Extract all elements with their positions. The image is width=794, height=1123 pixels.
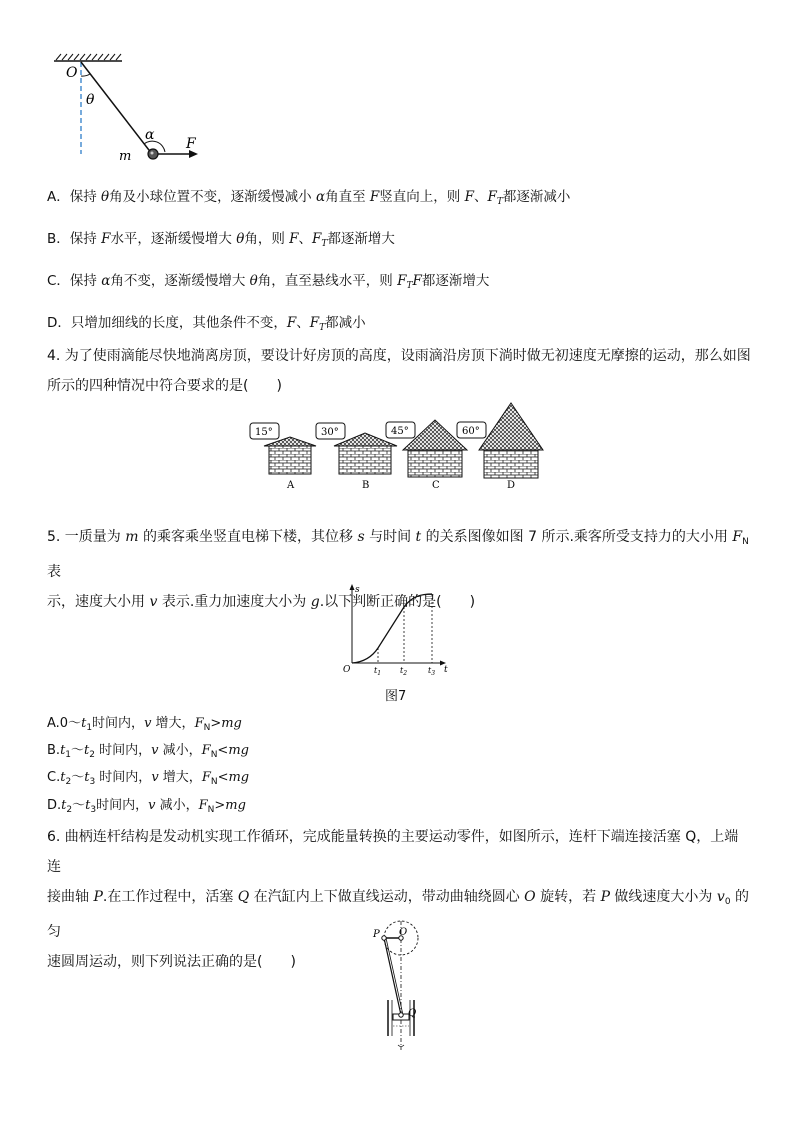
house-A	[250, 423, 316, 491]
house-letter-A: A	[287, 480, 295, 491]
option-A: A．保持 θ角及小球位置不变，逐渐缓慢减小 α角直至 F竖直向上，则 F、$F_T$都逐渐减小	[47, 189, 571, 207]
angle-label-D: 60°	[462, 426, 480, 437]
axis-label-s: s	[355, 585, 360, 595]
house-letter-C: C	[432, 480, 440, 491]
question-6-text: 6. 曲柄连杆结构是发动机实现工作循环，完成能量转换的主要运动零件，如图所示，连杆下端连接活塞 Q，上端连 接曲轴 P.在工作过程中，活塞 Q 在汽缸内上下做直线运动，带动曲轴绕圆心 O 旋转，若 P 做线速度大小为 $v_0$ 的匀 速圆周运动，则下列说法正确的是( )	[47, 829, 749, 970]
option-B: B．保持 F水平，逐渐缓慢增大 θ角，则 F、$F_T$都逐渐增大	[47, 231, 395, 249]
label-O: O	[399, 927, 408, 938]
house-B	[316, 423, 397, 491]
house-C	[386, 420, 467, 491]
angle-label-A: 15°	[255, 427, 273, 438]
q5-option-C: $C.t_2\sim t_3$ 时间内，v 增大，$F_N<mg$	[47, 770, 250, 787]
house-letter-D: D	[507, 480, 516, 491]
angle-label-B: 30°	[321, 427, 339, 438]
ceiling	[54, 54, 122, 61]
theta-arc	[81, 74, 90, 76]
house-letter-B: B	[362, 480, 370, 491]
label-P: P	[373, 929, 380, 940]
label-alpha: α	[145, 127, 155, 143]
roof-figure	[245, 400, 555, 495]
joint-P	[382, 936, 386, 940]
option-C: C．保持 α角不变，逐渐缓慢增大 θ角，直至悬线水平，则 $F_TF$都逐渐增大	[47, 273, 490, 291]
s-t-curve	[352, 594, 432, 663]
label-Q: Q	[408, 1008, 417, 1019]
q5-option-D: $D.t_2\sim t_3$时间内，v 减小，$F_N>mg$	[47, 798, 246, 815]
q5-option-B: $B.t_1\sim t_2$ 时间内，v 减小，$F_N<mg$	[47, 743, 249, 760]
angle-label-C: 45°	[391, 426, 409, 437]
label-O: O	[66, 65, 78, 81]
joint-Q	[399, 1013, 403, 1017]
connecting-rod	[384, 938, 401, 1015]
tick-t1: $t_1$	[374, 666, 382, 675]
label-theta: θ	[86, 92, 95, 108]
crank-figure	[365, 918, 435, 1056]
label-m: m	[119, 149, 132, 164]
question-4-text: 4. 为了使雨滴能尽快地淌离房顶，要设计好房顶的高度，设雨滴沿房顶下淌时做无初速度无摩擦的运动，那么如图 所示的四种情况中符合要求的是( )	[47, 348, 751, 394]
pendulum-figure	[40, 50, 220, 170]
tick-t3: $t_3$	[428, 666, 436, 675]
fig7-graph	[338, 580, 458, 675]
label-F: F	[186, 136, 196, 152]
fig7-caption: 图7	[385, 689, 407, 704]
tick-t2: $t_2$	[400, 666, 408, 675]
q5-option-A: $A.0\sim t_1$时间内，v 增大，$F_N>mg$	[47, 716, 242, 733]
option-D: D．只增加细线的长度，其他条件不变，F、$F_T$都减小	[47, 315, 366, 333]
house-D	[457, 403, 543, 491]
question-5-text: 5. 一质量为 m 的乘客乘坐竖直电梯下楼，其位移 s 与时间 t 的关系图像如图 7 所示.乘客所受支持力的大小用 $F_N$表 示，速度大小用 v 表示.重力加速度大小为 g.以下判断正确的是( )	[47, 529, 749, 610]
axis-label-t: t	[444, 665, 448, 675]
origin-label: O	[343, 665, 351, 675]
string-line	[81, 62, 152, 154]
